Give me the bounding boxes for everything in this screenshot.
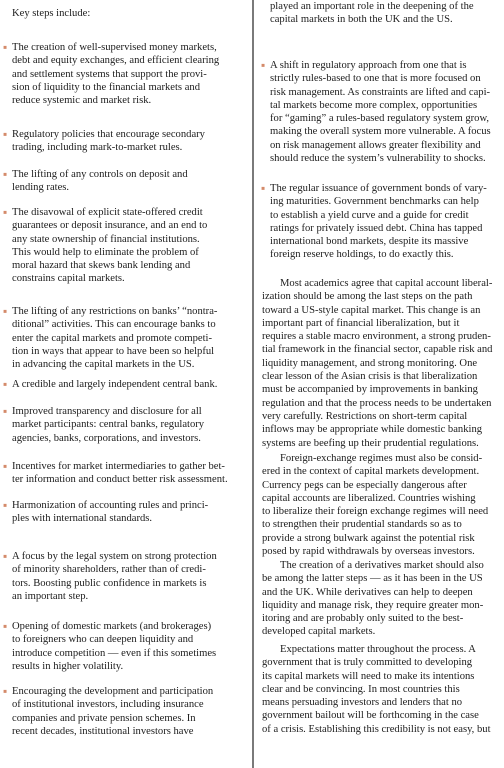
list-item-line: debt and equity exchanges, and efficient clearing — [12, 55, 220, 67]
list-item-line: enter the capital markets and promote competi- — [12, 332, 213, 344]
list-item-line: introduce competition — even if this sometimes — [12, 647, 217, 659]
paragraph-line: of a crisis. Establishing this credibility is not easy, but — [262, 723, 491, 735]
list-item-line: guarantees or deposit insurance, and an end to — [12, 220, 208, 232]
bullet-icon: ▪ — [3, 304, 8, 318]
list-item — [261, 58, 491, 165]
paragraph-line: posed by rapid withdrawals by overseas investors. — [262, 546, 475, 558]
body-paragraph — [262, 452, 488, 558]
paragraph-line: clear and be convincing. In most countries this — [262, 683, 460, 695]
paragraph-line: important part of financial liberalization, but it — [262, 317, 460, 329]
list-item-line: and settlement systems that support the provi- — [12, 68, 207, 80]
list-item-line: ing maturities. Government benchmarks can help — [270, 196, 479, 208]
paragraph-line: systems are beefing up their prudential regulations. — [262, 437, 479, 449]
list-item-line: ter information and conduct better risk assessment. — [12, 474, 228, 486]
list-item — [3, 304, 218, 371]
bullet-icon: ▪ — [261, 58, 266, 72]
bullet-icon: ▪ — [3, 167, 8, 181]
list-item-line: Encouraging the development and participation — [12, 686, 214, 697]
list-item-line: foreign reserve holdings, to do exactly this. — [270, 249, 454, 261]
paragraph-line: The creation of a derivatives market should also — [280, 560, 484, 571]
paragraph-line: developed capital markets. — [262, 626, 376, 638]
bullet-icon: ▪ — [3, 549, 8, 563]
list-item-line: to establish a yield curve and a guide for credit — [270, 209, 469, 221]
paragraph-line: regulation and that the process needs to be undertaken — [262, 397, 492, 409]
column-divider — [252, 0, 254, 768]
paragraph-line: Expectations matter throughout the process. A — [280, 644, 476, 655]
list-item-line: any state ownership of financial institutions. — [12, 233, 200, 245]
bullet-icon: ▪ — [3, 40, 8, 54]
bullet-icon: ▪ — [261, 181, 266, 195]
paragraph-line: its capital markets will need to make its intentions — [262, 670, 475, 682]
list-item-line: of minority shareholders, rather than of credi- — [12, 564, 206, 576]
list-item-line: to foreigners who can deepen liquidity and — [12, 634, 194, 646]
paragraph-line: toward a US-style capital market. This change is an — [262, 304, 481, 316]
paragraph-line: capital accounts are liberalized. Countries wishing — [262, 492, 476, 504]
list-item-line: moral hazard that skews bank lending and — [12, 260, 191, 272]
paragraph-line: to strengthen their prudential standards so as to — [262, 519, 462, 531]
list-item-line: The disavowal of explicit state-offered credit — [12, 207, 203, 218]
list-item — [3, 205, 208, 286]
list-item-line: constrains capital markets. — [12, 273, 125, 285]
list-item-line: tors. Boosting public confidence in markets is — [12, 577, 207, 589]
list-item-line: The lifting of any restrictions on banks’ “nontra- — [12, 306, 218, 317]
list-item-line: of institutional investors, including insurance — [12, 699, 204, 711]
paragraph-line: means persuading investors and lenders that no — [262, 697, 463, 709]
list-item — [3, 127, 205, 155]
bullet-icon: ▪ — [3, 404, 8, 418]
list-item-line: for “gaming” a rules-based regulatory system grow, — [270, 113, 490, 125]
body-paragraph — [262, 643, 491, 736]
list-item-line: ditional” activities. This can encourage banks to — [12, 319, 216, 331]
continued-list-item — [270, 0, 474, 27]
body-paragraph — [262, 559, 484, 639]
list-item-line: making the overall system more vulnerable. A focus — [270, 126, 491, 138]
list-item-line: risk management. As constraints are lifted and capi- — [270, 86, 491, 98]
list-item-line: an important step. — [12, 590, 89, 602]
continued-line: capital markets in both the UK and the US. — [270, 14, 453, 26]
paragraph-line: and the UK. While derivatives can help to deepen — [262, 586, 473, 598]
paragraph-line: government bailout will be forthcoming in the case — [262, 710, 479, 722]
paragraph-line: Currency pegs can be especially dangerous after — [262, 479, 467, 491]
paragraph-line: Foreign-exchange regimes must also be consid- — [280, 453, 483, 464]
bullet-icon: ▪ — [3, 684, 8, 698]
paragraph-line: requires a stable macro environment, a strong pruden- — [262, 331, 491, 343]
list-item — [3, 619, 217, 673]
list-item-line: lending rates. — [12, 182, 70, 194]
list-item-line: A focus by the legal system on strong protection — [12, 551, 217, 562]
body-paragraph — [262, 277, 492, 450]
list-item-line: trading, including mark-to-market rules. — [12, 142, 183, 154]
list-item-line: Improved transparency and disclosure for all — [12, 406, 202, 417]
list-item-line: recent decades, institutional investors have — [12, 725, 194, 737]
list-item-line: tion in ways that appear to have been so helpful — [12, 345, 215, 357]
list-item-line: A credible and largely independent central bank. — [12, 379, 218, 390]
list-item — [3, 404, 205, 445]
list-item-line: ratings for privately issued debt. China has tapped — [270, 222, 483, 234]
paragraph-line: Most academics agree that capital account liberal- — [280, 278, 493, 289]
list-item-line: This would help to eliminate the problem of — [12, 246, 199, 258]
paragraph-line: liquidity management, and strong monitoring. One — [262, 357, 478, 369]
list-item — [3, 40, 220, 107]
paragraph-line: ered in the context of capital markets development. — [262, 466, 480, 478]
list-item-line: in advancing the capital markets in the US. — [12, 359, 195, 371]
paragraph-line: very carefully. Restrictions on short-term capital — [262, 410, 468, 422]
paragraph-line: itoring and are probably only suited to the best- — [262, 613, 464, 625]
bullet-icon: ▪ — [3, 498, 8, 512]
paragraph-line: to liberalize their foreign exchange regimes will need — [262, 506, 489, 518]
paragraph-line: inflows may be appropriate while domestic banking — [262, 424, 483, 436]
paragraph-line: must be accompanied by improvements in banking — [262, 384, 478, 396]
list-item-line: ples with international standards. — [12, 513, 153, 525]
paragraph-line: ization should be among the last steps on the path — [262, 291, 473, 303]
list-item-line: Regulatory policies that encourage secondary — [12, 129, 205, 140]
list-item — [3, 549, 217, 603]
paragraph-line: tial framework in the financial sector, capable risk and — [262, 344, 493, 356]
list-item-line: The creation of well-supervised money markets, — [12, 42, 217, 53]
bullet-icon: ▪ — [3, 205, 8, 219]
list-item-line: agencies, banks, corporations, and investors. — [12, 432, 201, 444]
list-item-line: international bond markets, despite its massive — [270, 236, 469, 248]
list-item — [3, 684, 214, 738]
list-intro: Key steps include: — [12, 8, 91, 19]
list-item-line: sion of liquidity to the financial markets and — [12, 81, 200, 93]
continued-line: played an important role in the deepening of the — [270, 1, 474, 12]
list-item — [261, 181, 487, 262]
bullet-icon: ▪ — [3, 619, 8, 633]
list-item — [3, 167, 188, 195]
bullet-icon: ▪ — [3, 377, 8, 391]
paragraph-line: government that is truly committed to developing — [262, 657, 473, 669]
list-item-line: companies and private pension schemes. In — [12, 712, 196, 724]
bullet-icon: ▪ — [3, 459, 8, 473]
list-item-line: market participants: central banks, regulatory — [12, 419, 205, 431]
paragraph-line: provide a strong bulwark against the potential risk — [262, 532, 475, 544]
list-item-line: should reduce the system’s vulnerability to shocks. — [270, 153, 486, 165]
list-item-line: reduce systemic and market risk. — [12, 95, 152, 107]
list-item-line: The lifting of any controls on deposit and — [12, 169, 188, 180]
paragraph-line: liquidity and manage risk, they require greater mon- — [262, 599, 484, 611]
list-item-line: The regular issuance of government bonds of vary- — [270, 183, 487, 194]
list-item — [3, 459, 228, 487]
list-item-line: on risk management allows greater flexibility and — [270, 139, 481, 151]
bullet-icon: ▪ — [3, 127, 8, 141]
list-item-line: Harmonization of accounting rules and princi- — [12, 500, 209, 511]
paragraph-line: be among the latter steps — as it has been in the US — [262, 573, 483, 585]
list-item-line: Incentives for market intermediaries to gather bet- — [12, 461, 225, 472]
paragraph-line: clear lesson of the Asian crisis is that liberalization — [262, 371, 478, 383]
list-item-line: tal markets become more complex, opportunities — [270, 99, 478, 111]
list-item-line: strictly rules-based to one that is more focused on — [270, 73, 481, 85]
list-item-line: Opening of domestic markets (and brokerages) — [12, 621, 212, 632]
list-item-line: A shift in regulatory approach from one that is — [270, 60, 467, 71]
list-item — [3, 377, 218, 391]
list-item — [3, 498, 209, 526]
list-item-line: results in higher volatility. — [12, 660, 124, 672]
